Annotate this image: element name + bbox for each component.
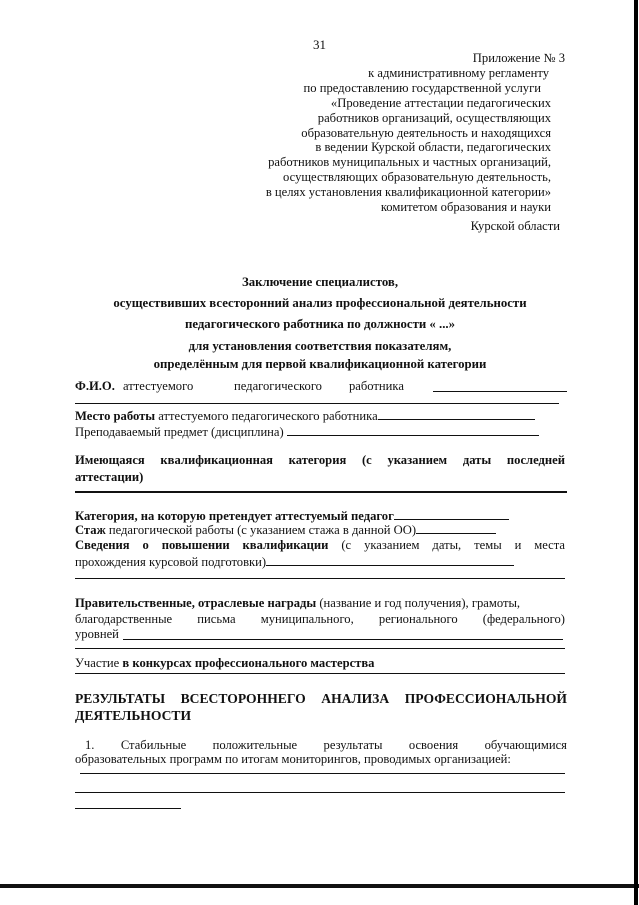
title-line: Заключение специалистов, (241, 275, 399, 289)
appendix-line: в ведении Курской области, педагогических (315, 140, 551, 155)
awards-field-line[interactable] (75, 648, 565, 649)
awards-row (75, 596, 520, 611)
contests-label: в конкурсах профессионального мастерства (122, 656, 375, 670)
workplace-label: Место работы (75, 409, 156, 423)
qualification-word: даты, (432, 538, 462, 552)
target-category-label: Категория, на которую претендует аттестуемый педагог (75, 509, 394, 523)
appendix-line: Приложение № 3 (472, 51, 565, 65)
qualification-word: о (142, 538, 149, 552)
awards-row-2 (75, 612, 565, 627)
appendix-line: работников муниципальных и частных организаций, (268, 155, 551, 170)
result-field-line[interactable] (75, 792, 565, 793)
appendix-line: в целях установления квалификационной категории» (265, 185, 551, 200)
contests-prefix: Участие (75, 656, 123, 670)
appendix-line: работников организаций, осуществляющих (317, 110, 551, 125)
qualification-row-2 (75, 555, 514, 570)
awards-word: благодарственные (75, 612, 173, 626)
fio-row (75, 379, 567, 394)
subject-field[interactable] (287, 425, 539, 436)
results-heading-word: ПРОФЕССИОНАЛЬНОЙ (404, 691, 567, 706)
results-heading-word: ВСЕСТОРОННЕГО (180, 691, 306, 706)
appendix-line: Курской области (470, 218, 560, 233)
title-line: определённым для первой квалификационной категории (153, 357, 487, 371)
appendix-line: комитетом образования и науки (380, 200, 551, 215)
appendix-line: «Проведение аттестации педагогических (330, 95, 551, 110)
scan-right-edge (634, 0, 638, 905)
subject-label: Преподаваемый предмет (дисциплина) (75, 425, 284, 439)
results-heading-word: РЕЗУЛЬТАТЫ (75, 691, 166, 706)
qualification-line-2: прохождения курсовой подготовки) (75, 555, 267, 569)
qualification-row (75, 538, 565, 553)
workplace-row (75, 409, 535, 424)
awards-word: (федерального) (482, 612, 565, 626)
awards-line-3: уровней (75, 627, 119, 641)
qualification-field-line[interactable] (75, 578, 565, 579)
results-heading-line-1 (75, 690, 567, 707)
experience-field[interactable] (416, 523, 496, 534)
awards-word: муниципального, (260, 612, 354, 626)
result-item-word: 1. (85, 738, 95, 752)
experience-label: Стаж (75, 523, 106, 537)
result-item-word: освоения (408, 738, 459, 752)
page-number: 31 (313, 37, 326, 52)
results-heading-word: АНАЛИЗА (321, 691, 390, 706)
title-line: педагогического работника по должности « ...» (184, 317, 456, 331)
awards-word: регионального (378, 612, 458, 626)
fio-field[interactable] (433, 381, 567, 392)
subject-row (75, 425, 539, 440)
category-word: (с (361, 453, 372, 467)
fio-word: аттестуемого (123, 379, 194, 393)
qualification-word: (с (341, 538, 352, 552)
awards-word: письма (197, 612, 236, 626)
title-line: осуществивших всесторонний анализ профессиональной деятельности (113, 296, 527, 310)
qualification-word: квалификации (242, 538, 329, 552)
results-heading-line-2: ДЕЯТЕЛЬНОСТИ (75, 708, 192, 723)
category-word: Имеющаяся (75, 453, 145, 467)
contests-row (75, 656, 374, 671)
category-word: даты (462, 453, 492, 467)
workplace-text: аттестуемого педагогического работника (155, 409, 378, 423)
category-field-line[interactable] (75, 491, 567, 493)
fio-word: работника (349, 379, 404, 393)
workplace-field[interactable] (378, 409, 535, 420)
awards-field[interactable] (123, 629, 563, 640)
qualification-word: Сведения (75, 538, 130, 552)
result-item-word: обучающимися (484, 738, 567, 752)
qualification-word: повышении (161, 538, 230, 552)
qualification-word: и (514, 538, 522, 552)
category-word: квалификационная (160, 453, 273, 467)
category-row-2: аттестации) (75, 470, 144, 484)
experience-row (75, 523, 496, 538)
result-item-1 (85, 738, 567, 753)
category-word: указанием (387, 453, 448, 467)
appendix-line: по предоставлению государственной услуги (303, 80, 541, 95)
scan-bottom-bar (0, 884, 639, 888)
experience-text: педагогической работы (с указанием стажа в данной ОО) (105, 523, 417, 537)
fio-label: Ф.И.О. (75, 379, 115, 393)
results-heading (75, 690, 567, 724)
qualification-word: указанием (364, 538, 420, 552)
category-word: последней (506, 453, 565, 467)
appendix-line: осуществляющих образовательную деятельность, (283, 170, 551, 185)
appendix-line: образовательную деятельность и находящихся (301, 125, 551, 140)
qualification-word: темы (474, 538, 502, 552)
awards-label: Правительственные, отраслевые награды (75, 596, 317, 610)
awards-row-3 (75, 627, 567, 642)
result-item-word: положительные (212, 738, 298, 752)
target-category-row (75, 509, 509, 524)
qualification-word: места (534, 538, 565, 552)
appendix-header (239, 51, 565, 234)
category-word: категория (288, 453, 347, 467)
qualification-field[interactable] (266, 555, 514, 566)
awards-text: (название и год получения), грамоты, (316, 596, 521, 610)
document-title (60, 273, 580, 373)
category-row (75, 453, 565, 468)
fio-word: педагогического (234, 379, 322, 393)
result-item-1-line-2: образовательных программ по итогам мониторингов, проводимых организацией: (75, 752, 511, 766)
appendix-line: к административному регламенту (368, 65, 549, 80)
contests-field-line[interactable] (75, 673, 565, 674)
result-item-word: результаты (323, 738, 383, 752)
result-item-word: Стабильные (120, 738, 187, 752)
result-field-line[interactable] (75, 808, 181, 809)
target-category-field[interactable] (394, 509, 509, 520)
result-field-line[interactable] (80, 773, 565, 774)
fio-underline (75, 403, 559, 404)
title-line: для установления соответствия показателям, (188, 339, 452, 353)
